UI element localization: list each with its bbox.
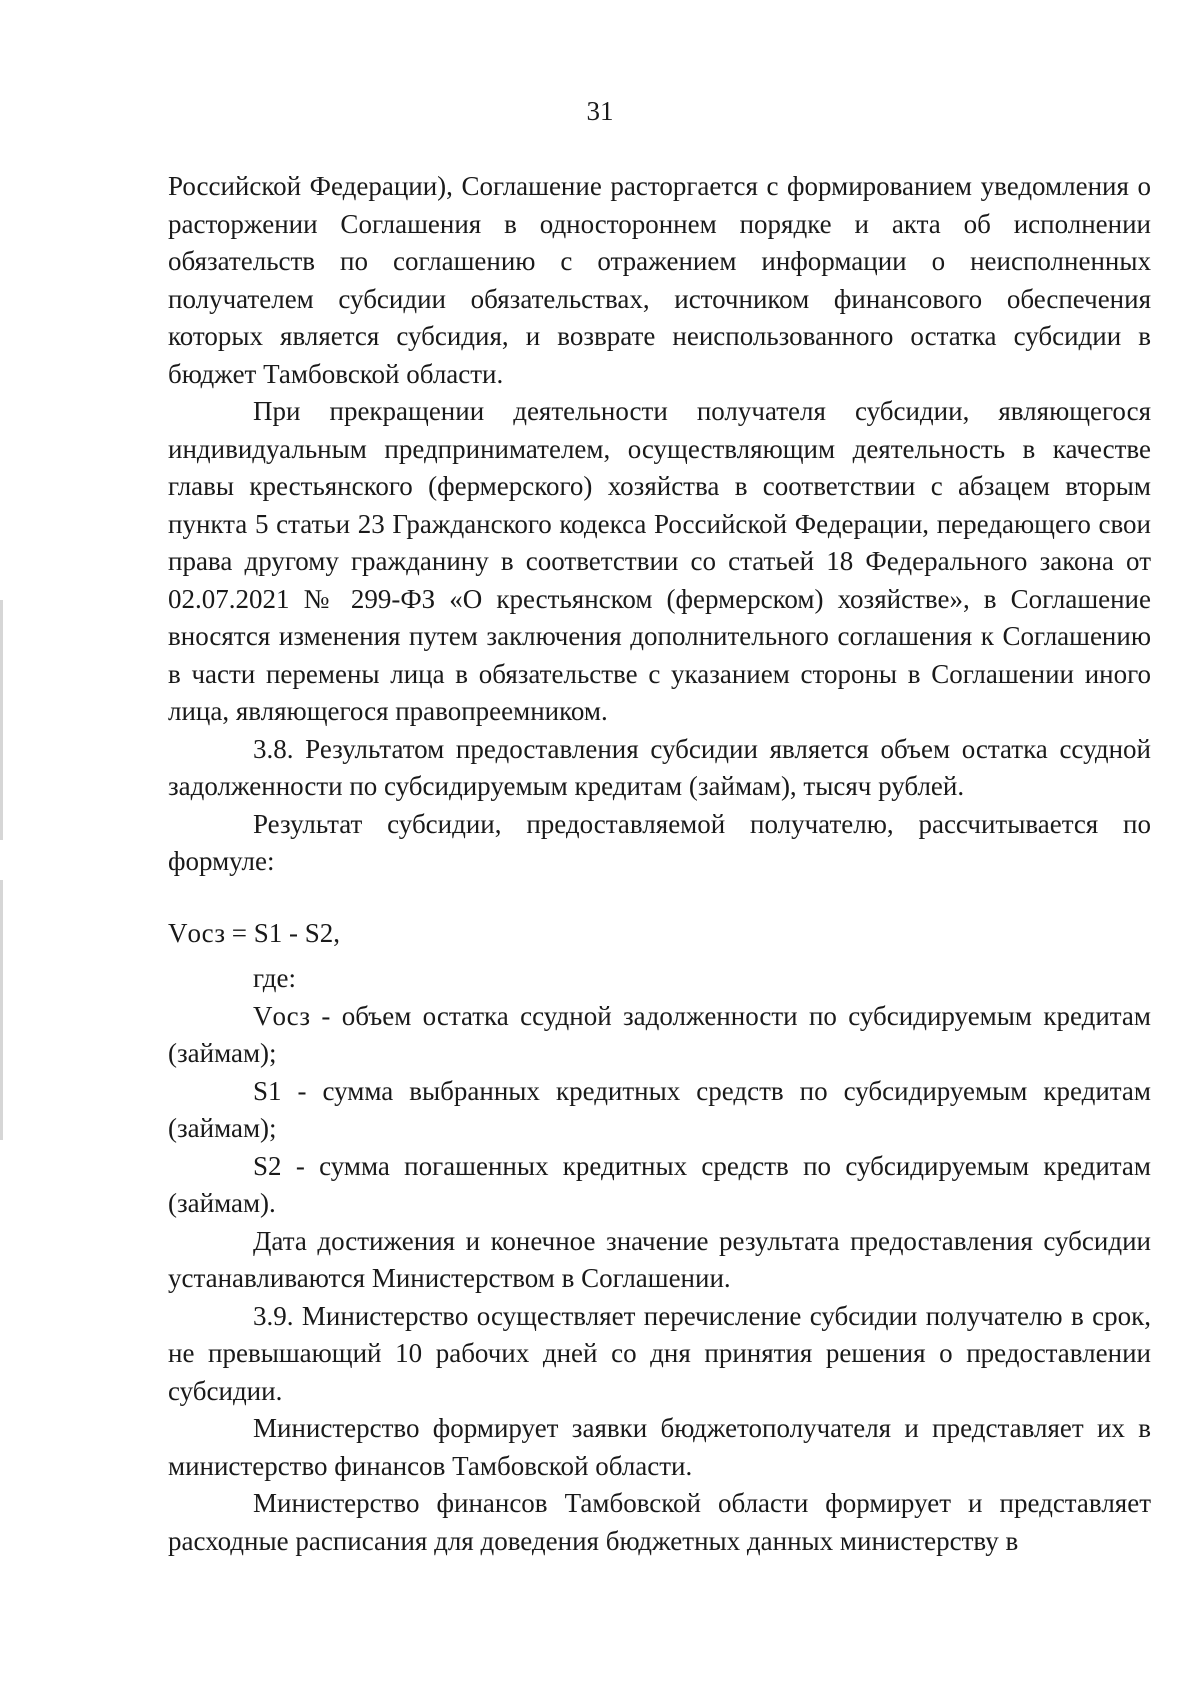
paragraph-3-8-result: 3.8. Результатом предоставления субсидии является объем остатка ссудной задолженности по субсидируемым кредитам (займам), тысяч рублей. xyxy=(168,733,1151,801)
scan-margin-artifact xyxy=(0,600,3,840)
paragraph-expense-schedules: Министерство финансов Тамбовской области формирует и представляет расходные расписания для доведения бюджетных данных министерству в xyxy=(168,1488,1151,1556)
paragraph-termination: Российской Федерации), Соглашение расторгается с формированием уведомления о расторжении Соглашения в одностороннем порядке и акта об исполнении обязательств по соглашению с отражением информации о неисполненных получателем субсидии обязательствах, источником финансового обеспечения которых является субсидия, и возврате неиспользованного остатка субсидии в бюджет Тамбовской области. xyxy=(168,171,1151,389)
formula: Vосз = S1 - S2, xyxy=(168,917,340,948)
formula-definition-s2: S2 - сумма погашенных кредитных средств по субсидируемым кредитам (займам). xyxy=(168,1150,1151,1218)
scan-margin-artifact xyxy=(0,880,3,1140)
paragraph-formula-intro: Результат субсидии, предоставляемой получателю, рассчитывается по формуле: xyxy=(168,808,1151,876)
formula-definition-s1: S1 - сумма выбранных кредитных средств по субсидируемым кредитам (займам); xyxy=(168,1075,1151,1143)
formula-where-label: где: xyxy=(253,963,296,993)
paragraph-budget-requests: Министерство формирует заявки бюджетополучателя и представляет их в министерство финансов Тамбовской области. xyxy=(168,1413,1151,1481)
paragraph-farm-succession: При прекращении деятельности получателя субсидии, являющегося индивидуальным предпринимателем, осуществляющим деятельность в качестве главы крестьянского (фермерского) хозяйства в соответствии с абзацем вторым пункта 5 статьи 23 Гражданского кодекса Российской Федерации, передающего свои права другому гражданину в соответствии со статьей 18 Федерального закона от 02.07.2021 № 299-ФЗ «О крестьянском (фермерском) хозяйстве», в Соглашение вносятся изменения путем заключения дополнительного соглашения к Соглашению в части перемены лица в обязательстве с указанием стороны в Соглашении иного лица, являющегося правопреемником. xyxy=(168,396,1151,726)
paragraph-result-date: Дата достижения и конечное значение результата предоставления субсидии устанавливаются Министерством в Соглашении. xyxy=(168,1225,1151,1293)
page-number: 31 xyxy=(586,96,614,126)
paragraph-3-9-transfer: 3.9. Министерство осуществляет перечисление субсидии получателю в срок, не превышающий 10 рабочих дней со дня принятия решения о предоставлении субсидии. xyxy=(168,1300,1151,1406)
document-body xyxy=(168,168,1151,1560)
formula-definition-vosz: Vосз - объем остатка ссудной задолженности по субсидируемым кредитам (займам); xyxy=(168,1000,1151,1068)
